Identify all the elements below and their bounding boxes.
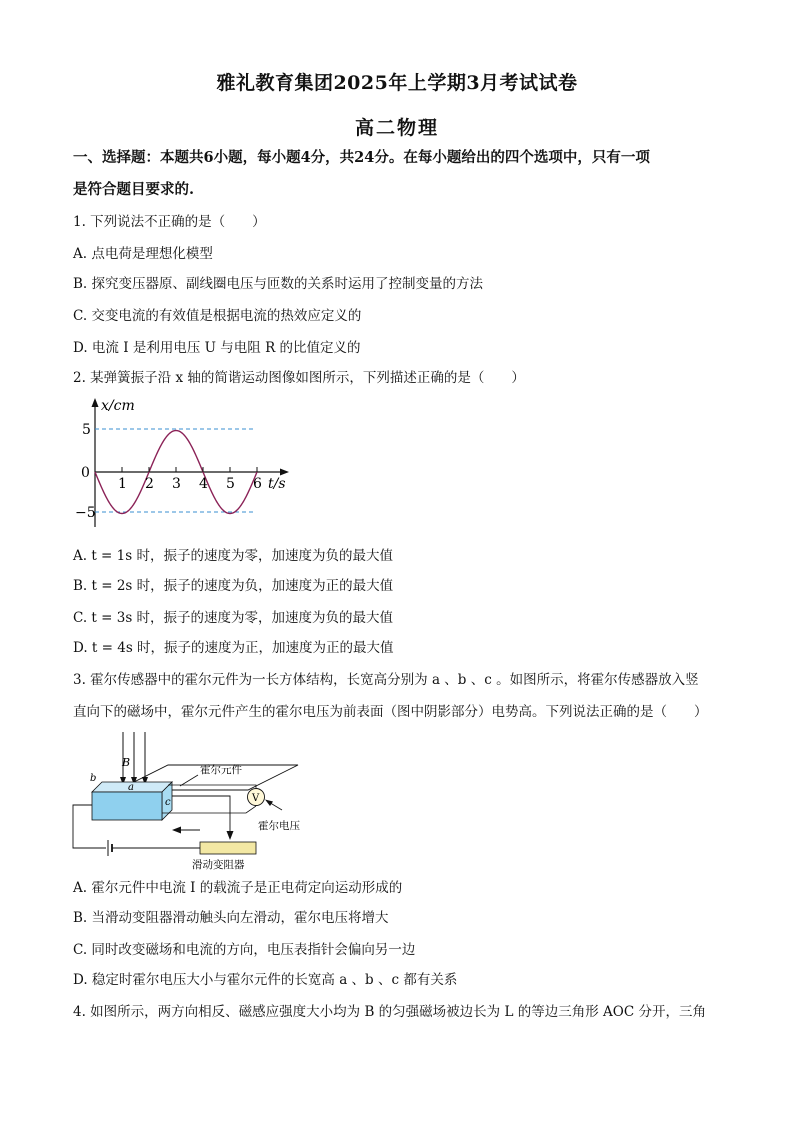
q2-option-b: B. t = 2s 时，振子的速度为负，加速度为正的最大值 (73, 578, 394, 594)
hall-element-pointer (180, 775, 198, 786)
x-tick-label-3: 3 (172, 476, 181, 492)
hall-element-front (92, 792, 162, 820)
x-axis-label: t/s (268, 476, 286, 492)
rheostat-body (200, 842, 256, 854)
wire-right (172, 796, 230, 832)
y-axis-arrow (92, 398, 99, 407)
y-tick-label-5: 5 (82, 422, 91, 438)
voltmeter-wire-bottom (162, 806, 256, 813)
x-tick-label-2: 2 (145, 476, 154, 492)
y-axis-label: x/cm (101, 398, 135, 414)
x-tick-label-6: 6 (253, 476, 262, 492)
q2-option-d: D. t = 4s 时，振子的速度为正，加速度为正的最大值 (73, 640, 394, 656)
q3-option-c: C. 同时改变磁场和电流的方向，电压表指针会偏向另一边 (73, 942, 416, 958)
x-tick-label-1: 1 (118, 476, 127, 492)
hall-element-label: 霍尔元件 (200, 764, 242, 776)
x-tick-label-4: 4 (199, 476, 208, 492)
q1-option-b: B. 探究变压器原、副线圈电压与匝数的关系时运用了控制变量的方法 (73, 276, 484, 292)
q1-option-a: A. 点电荷是理想化模型 (73, 246, 213, 262)
subject-title: 高二物理 (354, 117, 439, 139)
label-c: c (165, 797, 171, 808)
label-B: B (122, 756, 131, 769)
label-a: a (128, 782, 134, 793)
q4-stem-line1: 4. 如图所示，两方向相反、磁感应强度大小均为 B 的匀强磁场被边长为 L 的等边三角形 AOC 分开，三角 (73, 1004, 706, 1020)
hall-voltage-label: 霍尔电压 (258, 820, 300, 832)
x-tick-label-5: 5 (226, 476, 235, 492)
q3-option-b: B. 当滑动变阻器滑动触头向左滑动，霍尔电压将增大 (73, 910, 389, 926)
label-b: b (90, 773, 97, 784)
q1-option-d: D. 电流 I 是利用电压 U 与电阻 R 的比值定义的 (73, 340, 361, 356)
shm-graph (75, 395, 300, 535)
q2-option-a: A. t = 1s 时，振子的速度为零，加速度为负的最大值 (73, 548, 393, 564)
q3-option-d: D. 稳定时霍尔电压大小与霍尔元件的长宽高 a 、b 、c 都有关系 (73, 972, 458, 988)
q3-stem-line1: 3. 霍尔传感器中的霍尔元件为一长方体结构，长宽高分别为 a 、b 、c 。如图所示，将霍尔传感器放入竖 (73, 672, 699, 688)
section-heading-line2: 是符合题目要求的. (73, 181, 195, 198)
q2-option-c: C. t = 3s 时，振子的速度为零，加速度为负的最大值 (73, 610, 394, 626)
slider-arrow (227, 831, 234, 840)
q3-stem-line2: 直向下的磁场中，霍尔元件产生的霍尔电压为前表面（图中阴影部分）电势高。下列说法正确的是（ ） (73, 704, 708, 720)
exam-title: 雅礼教育集团2025年上学期3月考试试卷 (216, 72, 578, 94)
voltmeter-label: V (252, 793, 260, 804)
hall-sensor-figure (68, 730, 328, 870)
section-heading-line1: 一、选择题：本题共6小题，每小题4分，共24分。在每小题给出的四个选项中，只有一项 (73, 149, 650, 166)
rheostat-label: 滑动变阻器 (192, 859, 245, 870)
y-tick-label-neg5: −5 (75, 505, 96, 521)
q1-stem: 1. 下列说法不正确的是（ ） (73, 214, 266, 230)
q2-stem: 2. 某弹簧振子沿 x 轴的简谐运动图像如图所示，下列描述正确的是（ ） (73, 370, 525, 386)
x-axis-arrow (280, 469, 289, 476)
q3-option-a: A. 霍尔元件中电流 I 的载流子是正电荷定向运动形成的 (73, 880, 403, 896)
origin-label: 0 (81, 465, 90, 481)
current-arrow-head (172, 827, 181, 834)
q1-option-c: C. 交变电流的有效值是根据电流的热效应定义的 (73, 308, 362, 324)
